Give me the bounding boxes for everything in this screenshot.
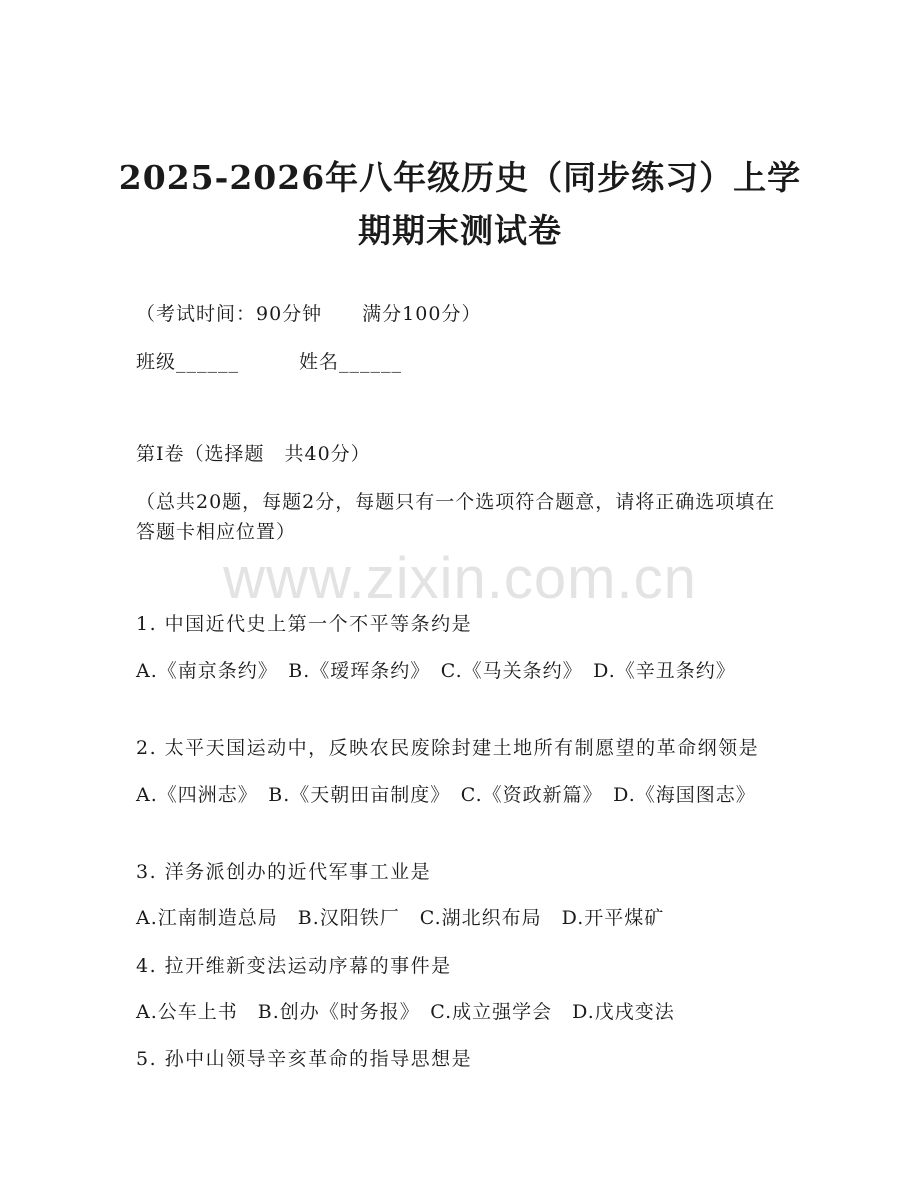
question-3: 3. 洋务派创办的近代军事工业是	[136, 861, 432, 883]
question-5: 5. 孙中山领导辛亥革命的指导思想是	[136, 1048, 473, 1070]
question-4: 4. 拉开维新变法运动序幕的事件是	[136, 955, 452, 977]
section-title: 第Ⅰ卷（选择题 共40分）	[136, 443, 371, 465]
watermark: www.zixin.com.cn	[223, 546, 697, 611]
exam-info: （考试时间：90分钟 满分100分）	[136, 303, 482, 325]
question-4-options: A.公车上书 B.创办《时务报》 C.成立强学会 D.戊戌变法	[136, 1001, 675, 1023]
question-3-options: A.江南制造总局 B.汉阳铁厂 C.湖北织布局 D.开平煤矿	[136, 907, 665, 929]
question-2: 2. 太平天国运动中，反映农民废除封建土地所有制愿望的革命纲领是	[136, 737, 760, 759]
question-2-options: A.《四洲志》 B.《天朝田亩制度》 C.《资政新篇》 D.《海国图志》	[136, 784, 756, 806]
title-line-1: 2025-2026年八年级历史（同步练习）上学	[118, 158, 802, 197]
instructions: （总共20题，每题2分，每题只有一个选项符合题意，请将正确选项填在答题卡相应位置）	[136, 491, 776, 543]
student-info: 班级______ 姓名______	[136, 351, 403, 373]
question-1: 1. 中国近代史上第一个不平等条约是	[136, 613, 473, 635]
question-1-options: A.《南京条约》 B.《瑷珲条约》 C.《马关条约》 D.《辛丑条约》	[136, 660, 736, 682]
title-line-2: 期期末测试卷	[358, 211, 562, 250]
